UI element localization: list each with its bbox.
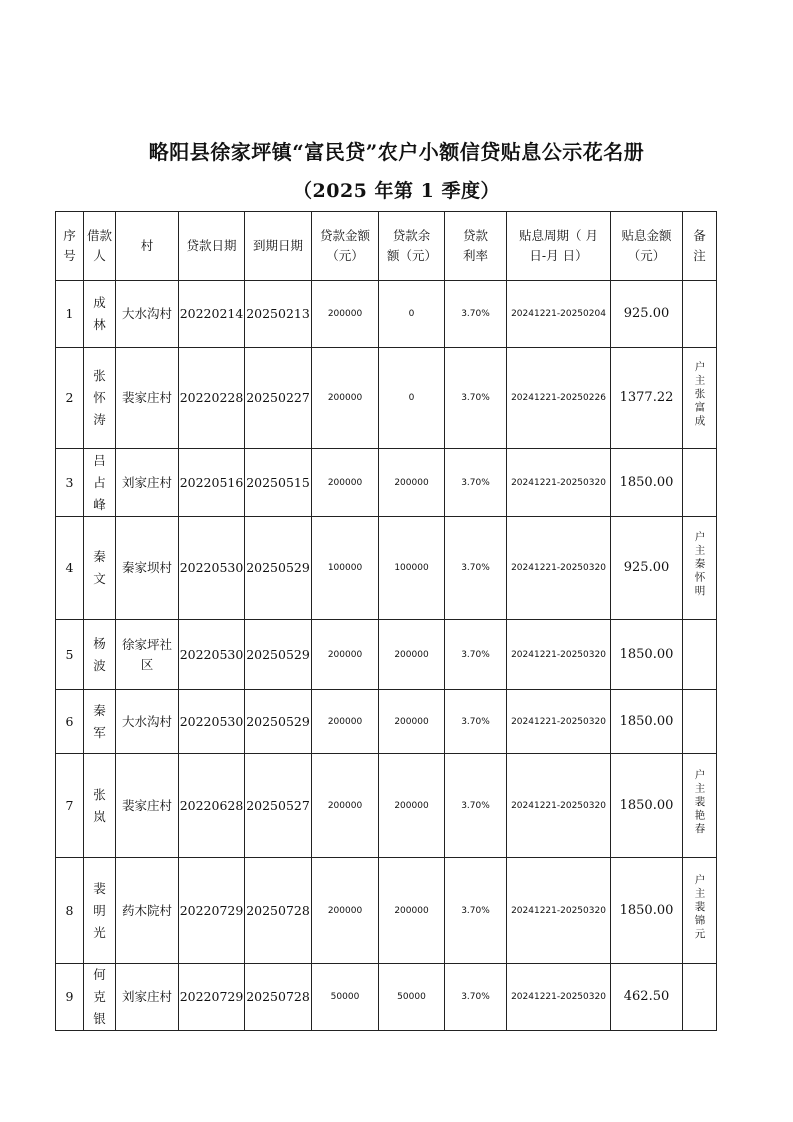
row-borrower: 吕占峰 bbox=[93, 452, 106, 512]
row-village: 药木院村 bbox=[116, 858, 179, 964]
row-loan-date: 20220228 bbox=[179, 348, 245, 449]
table-row bbox=[56, 858, 717, 964]
header-remark: 备注 bbox=[683, 212, 717, 281]
row-seq: 3 bbox=[56, 449, 84, 517]
document-title: 略阳县徐家坪镇“富民贷”农户小额信贷贴息公示花名册 bbox=[148, 140, 645, 164]
row-amount: 50000 bbox=[312, 964, 379, 1031]
row-due-date: 20250527 bbox=[245, 754, 312, 858]
row-seq: 1 bbox=[56, 281, 84, 348]
table-row bbox=[56, 964, 717, 1031]
row-borrower: 杨波 bbox=[93, 635, 106, 673]
header-loan-date: 贷款日期 bbox=[179, 212, 245, 281]
row-village: 刘家庄村 bbox=[116, 964, 179, 1031]
row-rate: 3.70% bbox=[445, 281, 507, 348]
row-loan-date: 20220530 bbox=[179, 517, 245, 620]
row-seq: 7 bbox=[56, 754, 84, 858]
table-row bbox=[56, 517, 717, 620]
row-balance: 200000 bbox=[379, 858, 445, 964]
row-rate: 3.70% bbox=[445, 517, 507, 620]
row-amount: 200000 bbox=[312, 620, 379, 690]
row-rate: 3.70% bbox=[445, 858, 507, 964]
row-period: 20241221-20250320 bbox=[507, 964, 611, 1031]
table-row bbox=[56, 449, 717, 517]
row-remark: 户主秦怀明 bbox=[693, 531, 706, 599]
row-borrower: 成林 bbox=[93, 295, 106, 332]
header-row bbox=[56, 212, 717, 281]
row-balance: 0 bbox=[379, 348, 445, 449]
row-borrower: 张岚 bbox=[93, 786, 106, 824]
row-balance: 200000 bbox=[379, 449, 445, 517]
table-row bbox=[56, 690, 717, 754]
row-subsidy: 1850.00 bbox=[611, 620, 683, 690]
table-row bbox=[56, 620, 717, 690]
row-subsidy: 1850.00 bbox=[611, 858, 683, 964]
header-borrower: 借款人 bbox=[84, 212, 116, 281]
row-seq: 5 bbox=[56, 620, 84, 690]
row-amount: 200000 bbox=[312, 449, 379, 517]
subsidy-table bbox=[55, 211, 717, 1031]
row-balance: 50000 bbox=[379, 964, 445, 1031]
row-subsidy: 1850.00 bbox=[611, 754, 683, 858]
row-balance: 200000 bbox=[379, 690, 445, 754]
header-seq: 序号 bbox=[56, 212, 84, 281]
row-subsidy: 462.50 bbox=[611, 964, 683, 1031]
row-subsidy: 925.00 bbox=[611, 281, 683, 348]
row-period: 20241221-20250320 bbox=[507, 690, 611, 754]
row-borrower: 张怀涛 bbox=[93, 368, 106, 427]
header-village: 村 bbox=[116, 212, 179, 281]
row-balance: 200000 bbox=[379, 754, 445, 858]
row-subsidy: 1850.00 bbox=[611, 690, 683, 754]
row-rate: 3.70% bbox=[445, 449, 507, 517]
row-loan-date: 20220214 bbox=[179, 281, 245, 348]
row-village: 大水沟村 bbox=[116, 690, 179, 754]
row-seq: 4 bbox=[56, 517, 84, 620]
row-village: 裴家庄村 bbox=[116, 348, 179, 449]
table-row bbox=[56, 754, 717, 858]
row-amount: 200000 bbox=[312, 754, 379, 858]
row-borrower: 何克银 bbox=[93, 967, 106, 1026]
row-rate: 3.70% bbox=[445, 964, 507, 1031]
row-period: 20241221-20250320 bbox=[507, 620, 611, 690]
row-seq: 9 bbox=[56, 964, 84, 1031]
row-amount: 200000 bbox=[312, 858, 379, 964]
row-due-date: 20250529 bbox=[245, 517, 312, 620]
row-due-date: 20250728 bbox=[245, 964, 312, 1031]
row-period: 20241221-20250320 bbox=[507, 858, 611, 964]
row-borrower: 秦军 bbox=[93, 702, 106, 740]
row-period: 20241221-20250320 bbox=[507, 449, 611, 517]
row-subsidy: 925.00 bbox=[611, 517, 683, 620]
row-period: 20241221-20250320 bbox=[507, 517, 611, 620]
row-village: 刘家庄村 bbox=[116, 449, 179, 517]
row-rate: 3.70% bbox=[445, 690, 507, 754]
row-loan-date: 20220530 bbox=[179, 690, 245, 754]
row-period: 20241221-20250320 bbox=[507, 754, 611, 858]
row-subsidy: 1377.22 bbox=[611, 348, 683, 449]
row-balance: 100000 bbox=[379, 517, 445, 620]
row-seq: 6 bbox=[56, 690, 84, 754]
row-amount: 200000 bbox=[312, 348, 379, 449]
row-period: 20241221-20250226 bbox=[507, 348, 611, 449]
row-rate: 3.70% bbox=[445, 754, 507, 858]
row-rate: 3.70% bbox=[445, 620, 507, 690]
row-loan-date: 20220729 bbox=[179, 858, 245, 964]
row-village: 大水沟村 bbox=[116, 281, 179, 348]
row-village: 徐家坪社区 bbox=[116, 620, 179, 690]
row-balance: 200000 bbox=[379, 620, 445, 690]
header-rate: 贷款利率 bbox=[445, 212, 507, 281]
row-borrower: 裴明光 bbox=[93, 880, 106, 940]
header-amount: 贷款金额（元） bbox=[312, 212, 379, 281]
row-village: 秦家坝村 bbox=[116, 517, 179, 620]
header-due-date: 到期日期 bbox=[245, 212, 312, 281]
table-row bbox=[56, 281, 717, 348]
row-amount: 200000 bbox=[312, 281, 379, 348]
row-loan-date: 20220628 bbox=[179, 754, 245, 858]
row-period: 20241221-20250204 bbox=[507, 281, 611, 348]
table-row bbox=[56, 348, 717, 449]
row-remark: 户主张富成 bbox=[693, 361, 706, 429]
document-subtitle: （2025 年第 1 季度） bbox=[293, 180, 500, 202]
row-seq: 2 bbox=[56, 348, 84, 449]
row-due-date: 20250213 bbox=[245, 281, 312, 348]
row-village: 裴家庄村 bbox=[116, 754, 179, 858]
row-loan-date: 20220530 bbox=[179, 620, 245, 690]
row-loan-date: 20220729 bbox=[179, 964, 245, 1031]
row-due-date: 20250227 bbox=[245, 348, 312, 449]
row-due-date: 20250515 bbox=[245, 449, 312, 517]
header-balance: 贷款余额（元） bbox=[379, 212, 445, 281]
row-rate: 3.70% bbox=[445, 348, 507, 449]
header-subsidy: 贴息金额（元） bbox=[611, 212, 683, 281]
row-seq: 8 bbox=[56, 858, 84, 964]
row-amount: 100000 bbox=[312, 517, 379, 620]
row-remark: 户主裴锦元 bbox=[693, 873, 706, 942]
row-remark: 户主裴艳春 bbox=[693, 768, 706, 837]
row-balance: 0 bbox=[379, 281, 445, 348]
row-due-date: 20250728 bbox=[245, 858, 312, 964]
row-amount: 200000 bbox=[312, 690, 379, 754]
header-period: 贴息周期（ 月 日-月 日） bbox=[507, 212, 611, 281]
row-borrower: 秦文 bbox=[93, 549, 106, 586]
row-due-date: 20250529 bbox=[245, 620, 312, 690]
row-loan-date: 20220516 bbox=[179, 449, 245, 517]
row-subsidy: 1850.00 bbox=[611, 449, 683, 517]
row-due-date: 20250529 bbox=[245, 690, 312, 754]
